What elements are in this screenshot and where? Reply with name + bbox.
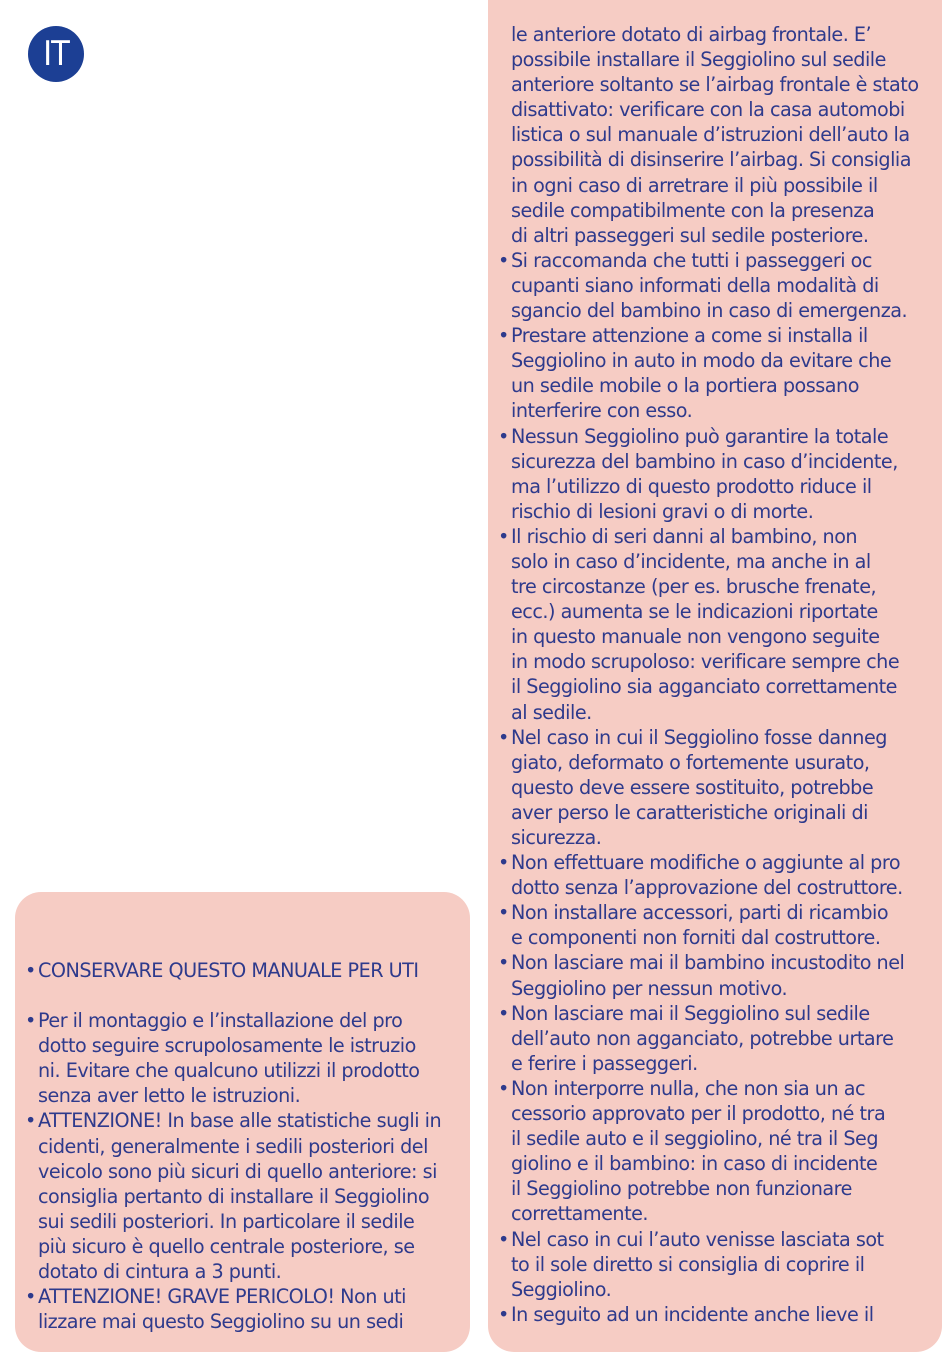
line-text: possibilità di disinserire l’airbag. Si consiglia bbox=[511, 148, 912, 172]
line-text: il Seggiolino sia agganciato correttamente bbox=[511, 675, 897, 699]
bullet-marker: • bbox=[498, 524, 509, 548]
text-line bbox=[498, 449, 928, 474]
text-line bbox=[498, 599, 928, 624]
bullet-line bbox=[498, 524, 928, 549]
line-text: ATTENZIONE! GRAVE PERICOLO! Non uti bbox=[38, 1285, 407, 1309]
text-line bbox=[25, 1159, 456, 1184]
text-line bbox=[498, 198, 928, 223]
text-line bbox=[498, 549, 928, 574]
line-text: il Seggiolino potrebbe non funzionare bbox=[511, 1177, 852, 1201]
line-text: senza aver letto le istruzioni. bbox=[38, 1084, 301, 1108]
text-line bbox=[498, 348, 928, 373]
text-line bbox=[498, 750, 928, 775]
line-text: possibile installare il Seggiolino sul sedile bbox=[511, 48, 886, 72]
line-text: ATTENZIONE! In base alle statistiche sugli in bbox=[38, 1109, 442, 1133]
line-text: Nessun Seggiolino può garantire la totale bbox=[511, 424, 889, 448]
line-text: Si raccomanda che tutti i passeggeri oc bbox=[511, 248, 872, 272]
bullet-line bbox=[498, 1001, 928, 1026]
bullet-marker: • bbox=[25, 959, 36, 982]
line-text: e ferire i passeggeri. bbox=[511, 1051, 698, 1075]
line-text: in questo manuale non vengono seguite bbox=[511, 625, 880, 649]
line-text: In seguito ad un incidente anche lieve il bbox=[511, 1302, 874, 1326]
text-line bbox=[498, 649, 928, 674]
line-text: disattivato: verificare con la casa automobi bbox=[511, 98, 905, 122]
line-text: Non lasciare mai il Seggiolino sul sedile bbox=[511, 1001, 870, 1025]
bullet-line bbox=[25, 1008, 456, 1033]
text-line bbox=[498, 1151, 928, 1176]
line-text: rischio di lesioni gravi o di morte. bbox=[511, 499, 814, 523]
line-text: anteriore soltanto se l’airbag frontale è stato bbox=[511, 73, 919, 97]
line-text: sedile compatibilmente con la presenza bbox=[511, 198, 875, 222]
text-line bbox=[498, 72, 928, 97]
text-line bbox=[498, 1277, 928, 1302]
bullet-line bbox=[498, 850, 928, 875]
line-text: dotato di cintura a 3 punti. bbox=[38, 1260, 282, 1284]
line-text: un sedile mobile o la portiera possano bbox=[511, 374, 859, 398]
line-text: le anteriore dotato di airbag frontale. E’ bbox=[511, 23, 872, 46]
text-line bbox=[498, 47, 928, 72]
line-text: solo in caso d’incidente, ma anche in al bbox=[511, 549, 871, 573]
line-text: sicurezza. bbox=[511, 826, 602, 849]
bullet-marker: • bbox=[498, 1227, 509, 1251]
line-text: dell’auto non agganciato, potrebbe urtare bbox=[511, 1026, 894, 1050]
line-text: Il rischio di seri danni al bambino, non bbox=[511, 524, 858, 548]
bullet-marker: • bbox=[498, 901, 509, 925]
bullet-marker: • bbox=[498, 424, 509, 448]
line-text: ni. Evitare che qualcuno utilizzi il prodotto bbox=[38, 1059, 420, 1083]
text-line bbox=[498, 173, 928, 198]
line-text: in ogni caso di arretrare il più possibile il bbox=[511, 173, 878, 197]
line-text: sui sedili posteriori. In particolare il sedile bbox=[38, 1209, 415, 1233]
bullet-marker: • bbox=[498, 1001, 509, 1025]
line-text: Nel caso in cui l’auto venisse lasciata sot bbox=[511, 1227, 884, 1251]
line-text: ma l’utilizzo di questo prodotto riduce il bbox=[511, 474, 872, 498]
bullet-line bbox=[25, 1284, 456, 1309]
left-text-panel bbox=[15, 892, 470, 1352]
bullet-marker: • bbox=[498, 951, 509, 975]
bullet-line bbox=[498, 1076, 928, 1101]
text-line bbox=[25, 1209, 456, 1234]
language-badge: IT bbox=[28, 26, 84, 82]
bullet-line bbox=[498, 248, 928, 273]
line-text: cessorio approvato per il prodotto, né tra bbox=[511, 1102, 886, 1126]
line-text: Prestare attenzione a come si installa il bbox=[511, 324, 868, 348]
text-line bbox=[498, 1252, 928, 1277]
text-line bbox=[498, 122, 928, 147]
text-line bbox=[498, 800, 928, 825]
bullet-line bbox=[498, 1227, 928, 1252]
line-text: dotto senza l’approvazione del costruttore. bbox=[511, 876, 903, 900]
line-text: dotto seguire scrupolosamente le istruzio bbox=[38, 1034, 416, 1058]
bullet-marker: • bbox=[25, 1109, 36, 1133]
text-line bbox=[25, 1033, 456, 1058]
text-line bbox=[498, 373, 928, 398]
text-line bbox=[498, 574, 928, 599]
line-text: veicolo sono più sicuri di quello anteriore: si bbox=[38, 1159, 437, 1183]
line-text: interferire con esso. bbox=[511, 399, 693, 423]
bullet-marker: • bbox=[498, 248, 509, 272]
line-text: di altri passeggeri sul sedile posteriore. bbox=[511, 223, 869, 247]
line-text: Non lasciare mai il bambino incustodito nel bbox=[511, 951, 905, 975]
bullet-line bbox=[498, 950, 928, 975]
text-line bbox=[498, 499, 928, 524]
text-line bbox=[498, 1101, 928, 1126]
line-text: tre circostanze (per es. brusche frenate, bbox=[511, 575, 877, 599]
bullet-marker: • bbox=[498, 725, 509, 749]
text-line bbox=[25, 1058, 456, 1083]
line-text: Nel caso in cui il Seggiolino fosse danneg bbox=[511, 725, 887, 749]
bullet-line bbox=[498, 1302, 928, 1327]
line-text: Seggiolino in auto in modo da evitare che bbox=[511, 349, 892, 373]
bullet-line bbox=[498, 424, 928, 449]
text-line bbox=[25, 1184, 456, 1209]
line-text: ecc.) aumenta se le indicazioni riportate bbox=[511, 600, 878, 624]
text-line bbox=[25, 1083, 456, 1108]
line-text: il sedile auto e il seggiolino, né tra il Seg bbox=[511, 1127, 879, 1151]
bullet-line bbox=[498, 725, 928, 750]
line-text: sicurezza del bambino in caso d’incidente, bbox=[511, 449, 898, 473]
text-line bbox=[498, 1051, 928, 1076]
line-text: Per il montaggio e l’installazione del pro bbox=[38, 1009, 403, 1033]
line-text: Non effettuare modifiche o aggiunte al pro bbox=[511, 851, 901, 875]
text-line bbox=[498, 825, 928, 850]
bullet-marker: • bbox=[25, 1009, 36, 1033]
text-line bbox=[498, 775, 928, 800]
line-text: e componenti non forniti dal costruttore. bbox=[511, 926, 881, 950]
bullet-marker: • bbox=[498, 851, 509, 875]
line-text: giato, deformato o fortemente usurato, bbox=[511, 750, 870, 774]
line-text: to il sole diretto si consiglia di coprire il bbox=[511, 1252, 865, 1276]
line-text: CONSERVARE QUESTO MANUALE PER UTI bbox=[38, 959, 419, 982]
line-text: listica o sul manuale d’istruzioni dell’auto la bbox=[511, 123, 910, 147]
text-line bbox=[498, 976, 928, 1001]
bullet-line bbox=[25, 958, 456, 983]
line-text: cupanti siano informati della modalità di bbox=[511, 273, 879, 297]
line-text: correttamente. bbox=[511, 1202, 648, 1226]
bullet-line bbox=[498, 900, 928, 925]
bullet-marker: • bbox=[25, 1285, 36, 1309]
paragraph-gap bbox=[25, 983, 456, 1008]
text-line bbox=[25, 1309, 456, 1334]
line-text: Non interporre nulla, che non sia un ac bbox=[511, 1076, 866, 1100]
line-text: giolino e il bambino: in caso di incidente bbox=[511, 1152, 878, 1176]
text-line bbox=[498, 147, 928, 172]
right-text-panel bbox=[488, 0, 942, 1352]
text-line bbox=[498, 398, 928, 423]
bullet-marker: • bbox=[498, 1302, 509, 1326]
text-line bbox=[498, 22, 928, 47]
text-line bbox=[498, 700, 928, 725]
text-line bbox=[498, 925, 928, 950]
line-text: sgancio del bambino in caso di emergenza. bbox=[511, 299, 908, 323]
line-text: questo deve essere sostituito, potrebbe bbox=[511, 775, 874, 799]
text-line bbox=[498, 273, 928, 298]
text-line bbox=[25, 1259, 456, 1284]
line-text: Seggiolino. bbox=[511, 1277, 612, 1301]
text-line bbox=[498, 1201, 928, 1226]
bullet-marker: • bbox=[498, 324, 509, 348]
bullet-line bbox=[25, 1108, 456, 1133]
bullet-marker: • bbox=[498, 1076, 509, 1100]
line-text: lizzare mai questo Seggiolino su un sedi bbox=[38, 1310, 404, 1334]
text-line bbox=[25, 1134, 456, 1159]
line-text: cidenti, generalmente i sedili posteriori del bbox=[38, 1134, 428, 1158]
bullet-line bbox=[498, 323, 928, 348]
text-line bbox=[498, 474, 928, 499]
text-line bbox=[498, 1126, 928, 1151]
line-text: al sedile. bbox=[511, 700, 592, 724]
text-line bbox=[498, 1026, 928, 1051]
text-line bbox=[498, 624, 928, 649]
text-line bbox=[498, 875, 928, 900]
line-text: più sicuro è quello centrale posteriore, se bbox=[38, 1234, 415, 1258]
line-text: in modo scrupoloso: verificare sempre che bbox=[511, 650, 900, 674]
line-text: consiglia pertanto di installare il Seggiolino bbox=[38, 1184, 430, 1208]
text-line bbox=[498, 298, 928, 323]
line-text: Seggiolino per nessun motivo. bbox=[511, 976, 788, 1000]
text-line bbox=[498, 223, 928, 248]
line-text: Non installare accessori, parti di ricambio bbox=[511, 901, 889, 925]
line-text: aver perso le caratteristiche originali di bbox=[511, 800, 868, 824]
text-line bbox=[498, 674, 928, 699]
text-line bbox=[498, 97, 928, 122]
text-line bbox=[25, 1234, 456, 1259]
text-line bbox=[498, 1176, 928, 1201]
